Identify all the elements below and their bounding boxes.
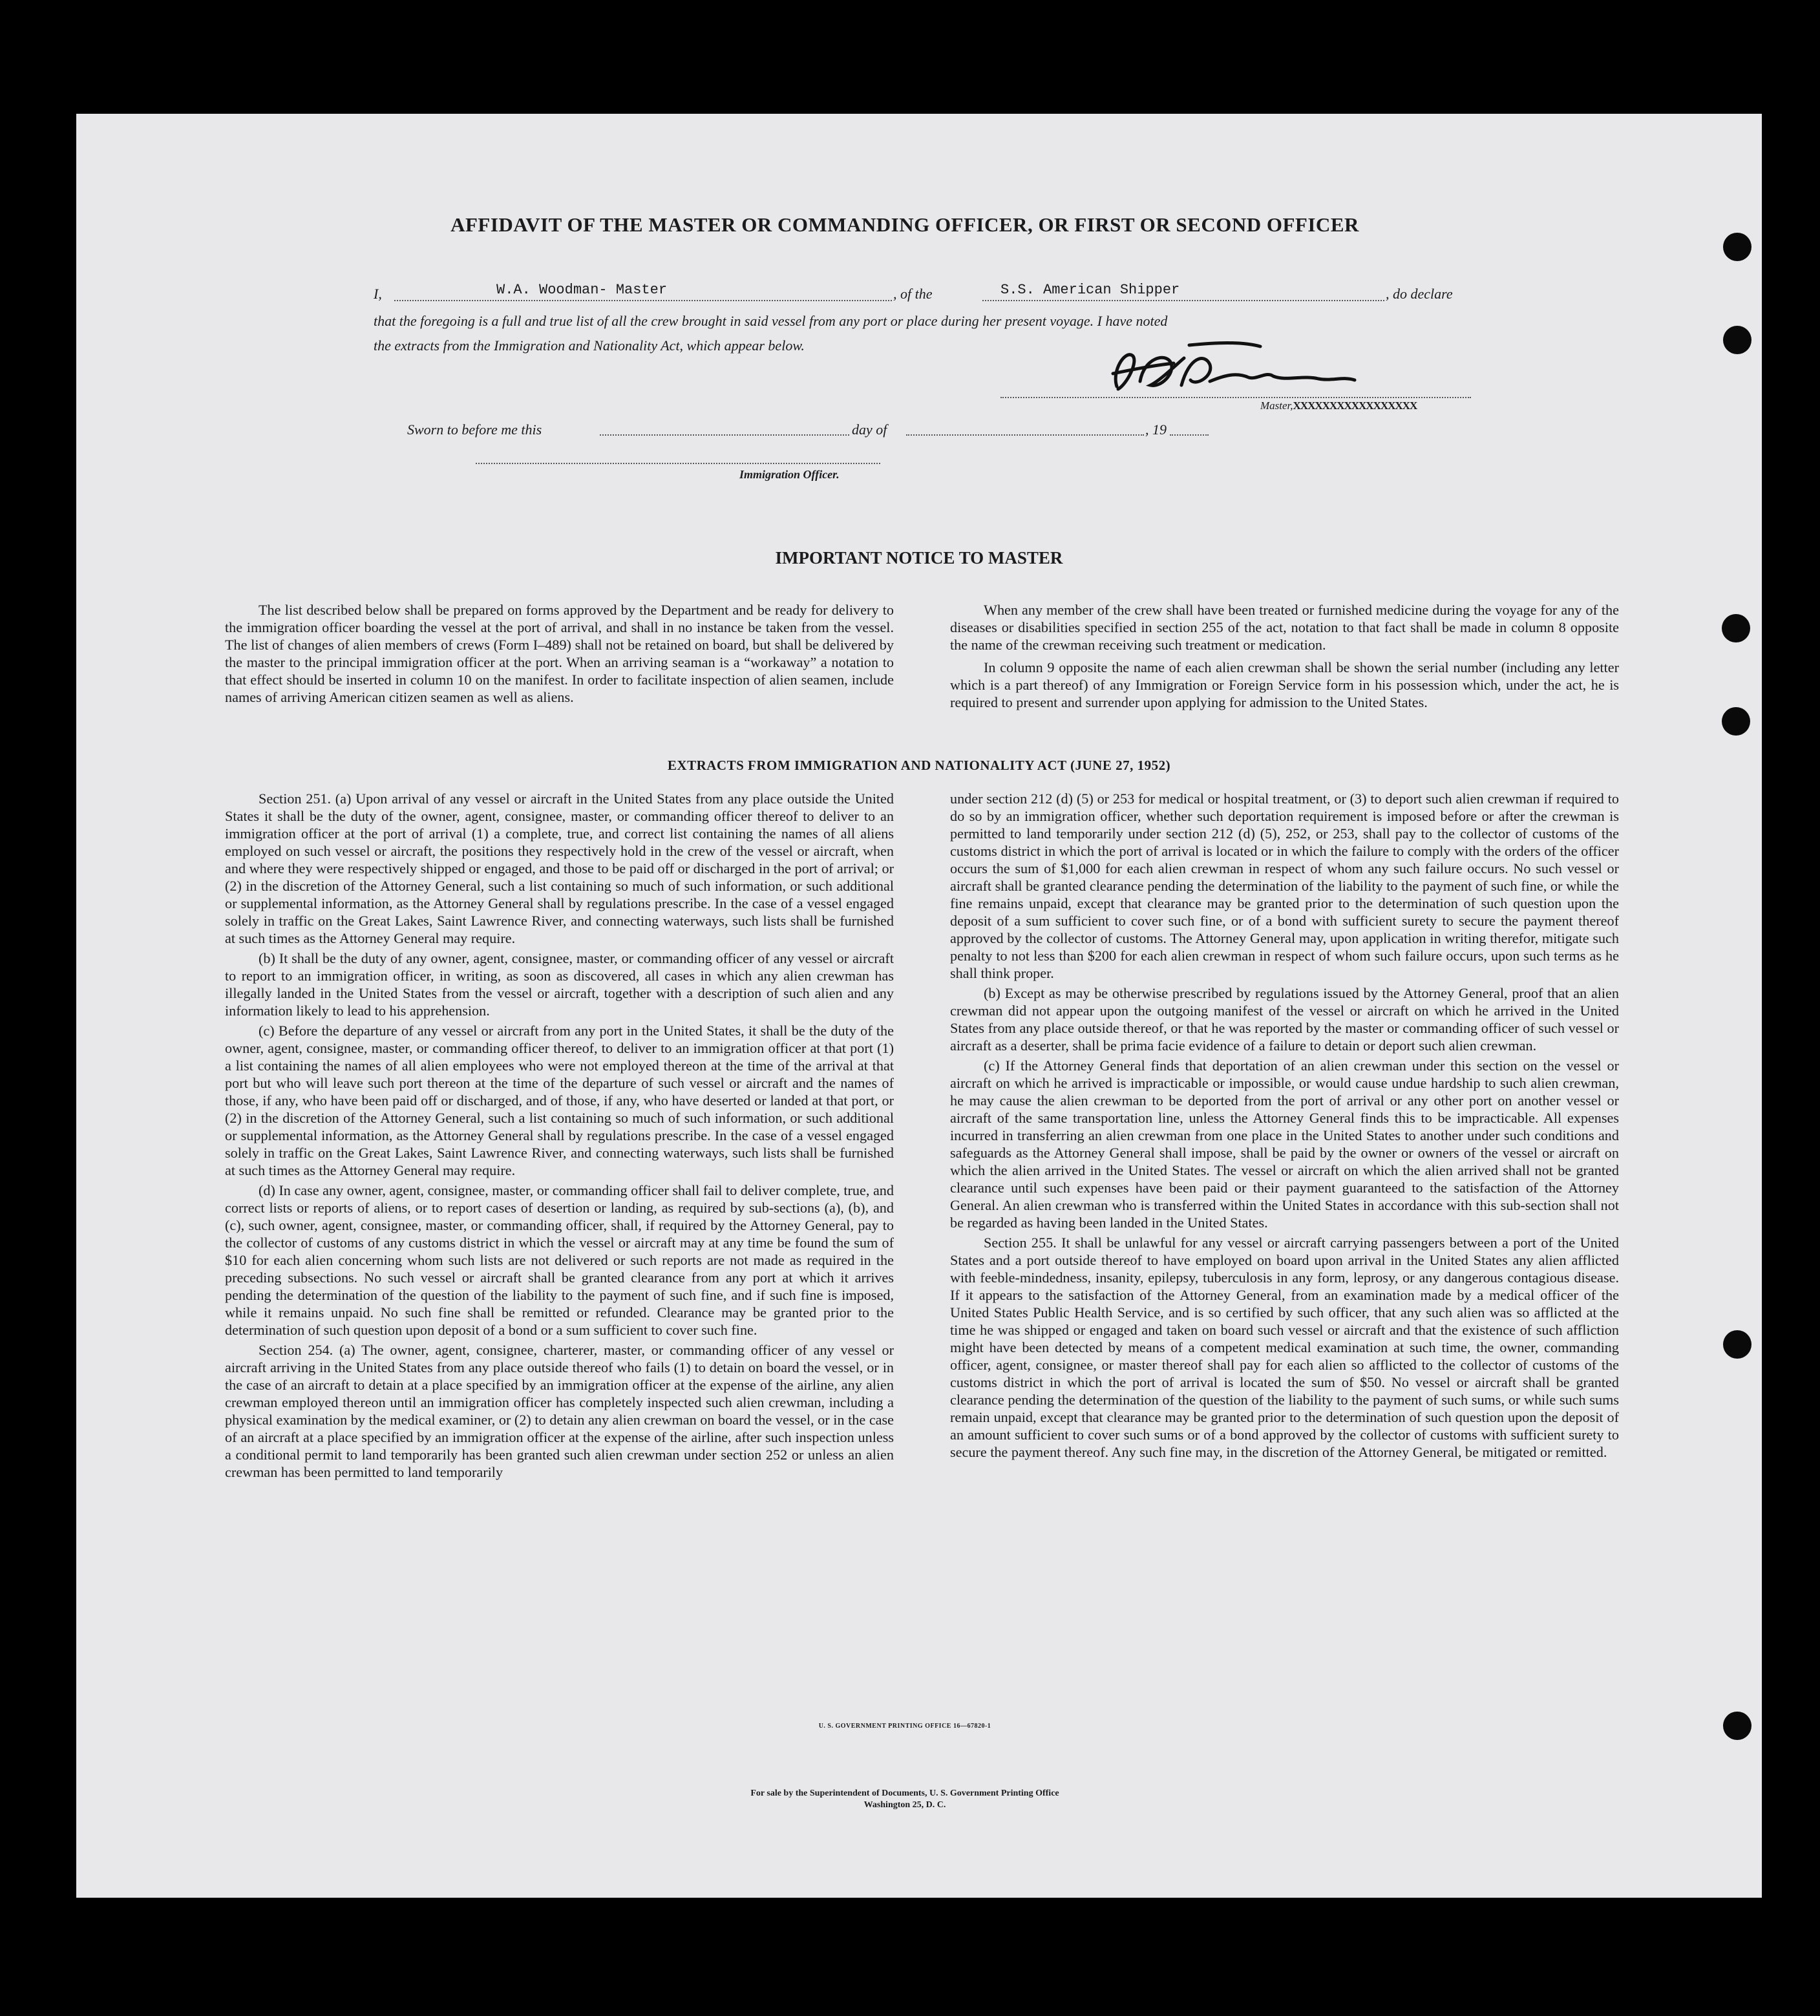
do-declare-label: , do declare bbox=[1386, 286, 1453, 302]
sale-notice-line-1: For sale by the Superintendent of Documents, U. S. Government Printing Office bbox=[750, 1788, 1059, 1798]
section-paragraph: (b) It shall be the duty of any owner, agent, consignee, master, or commanding officer of any vessel or aircraft to report to an immigration officer, in writing, as soon as discovered, all cases in which any alien crewman has illegally landed in the United States from the vessel or aircraft, together with a description of such alien and any information likely to lead to his apprehension. bbox=[225, 950, 894, 1019]
notice-paragraph: In column 9 opposite the name of each alien crewman shall be shown the serial number (including any letter which is a part thereof) of any Immigration or Foreign Service form in his possession which, under the act, he is required to present and surrender upon applying for admission to the United States. bbox=[950, 659, 1619, 710]
signature-caption bbox=[1260, 399, 1417, 412]
extracts-title: EXTRACTS FROM IMMIGRATION AND NATIONALITY ACT (JUNE 27, 1952) bbox=[667, 758, 1171, 773]
punch-hole bbox=[1723, 233, 1751, 261]
printing-office-line: U. S. GOVERNMENT PRINTING OFFICE 16—67820-1 bbox=[818, 1723, 991, 1730]
officer-signature-line bbox=[476, 449, 880, 464]
notice-paragraph: The list described below shall be prepared on forms approved by the Department and be ready for delivery to the immigration officer boarding the vessel at the port of arrival, and shall in no instance be taken from the vessel. The list of changes of alien members of crews (Form I–489) shall not be retained on board, but shall be delivered by the master to the principal immigration officer at the port. When an arriving seaman is a “workaway” a notation to that effect should be inserted in column 10 on the manifest. In order to facilitate inspection of alien seamen, include names of arriving American citizen seamen as well as aliens. bbox=[225, 602, 894, 705]
notice-title: IMPORTANT NOTICE TO MASTER bbox=[775, 548, 1063, 568]
punch-hole bbox=[1722, 614, 1750, 642]
section-paragraph: (c) Before the departure of any vessel or aircraft from any port in the United States, it shall be the duty of the owner, agent, consignee, master, or commanding officer thereof, to deliver to an immigration officer at that port (1) a list containing the names of all alien employees who were not employed thereon at the time of the arrival at that port but who will leave such port thereon at the time of the departure of such vessel or aircraft and the names of those, if any, who have been paid off or discharged, and of those, if any, who have deserted or landed at that port, or (2) in the discretion of the Attorney General, such a list containing so much of such information, or such additional or supplemental information, as the Attorney General shall by regulations prescribe. In the case of a vessel engaged solely in traffic on the Great Lakes, Saint Lawrence River, and connecting waterways, such lists shall be furnished at such times as the Attorney General may require. bbox=[225, 1023, 894, 1178]
punch-hole bbox=[1723, 1330, 1751, 1359]
declaration-line-1: that the foregoing is a full and true list of all the crew brought in said vessel from any port or place during her present voyage. I have noted bbox=[374, 313, 1168, 329]
notice-paragraph: When any member of the crew shall have been treated or furnished medicine during the voyage for any of the diseases or disabilities specified in section 255 of the act, notation to that fact shall be made in column 8 opposite the name of the crewman receiving such treatment or medication. bbox=[950, 602, 1619, 653]
immigration-officer-label: Immigration Officer. bbox=[739, 468, 840, 481]
year-line bbox=[1170, 418, 1209, 436]
sworn-date-line bbox=[600, 418, 849, 436]
affidavit-title: AFFIDAVIT OF THE MASTER OR COMMANDING OFFICER, OR FIRST OR SECOND OFFICER bbox=[450, 213, 1359, 236]
master-name-field: W.A. Woodman- Master bbox=[496, 282, 668, 298]
section-paragraph: Section 254. (a) The owner, agent, consignee, charterer, master, or commanding officer of any vessel or aircraft arriving in the United States from any place outside thereof who fails (1) to detain on board the vessel, or in the case of an aircraft to detain at a place specified by an immigration officer at the expense of the airline, any alien crewman employed thereon until an immigration officer has completely inspected such alien crewman, including a physical examination by the medical examiner, or (2) to detain any alien crewman on board the vessel, or in the case of an aircraft at a place specified by an immigration officer at the expense of the airline, after such inspection unless a conditional permit to land temporarily has been granted such alien crewman under section 252 or unless an alien crewman has been permitted to land temporarily bbox=[225, 1342, 894, 1480]
sworn-label: Sworn to before me this bbox=[407, 421, 542, 438]
notice-left-column bbox=[225, 601, 894, 708]
day-of-label: day of bbox=[852, 421, 887, 438]
year-label: , 19 bbox=[1145, 421, 1167, 438]
extracts-left-column bbox=[225, 790, 894, 1483]
section-paragraph: (b) Except as may be otherwise prescribed by regulations issued by the Attorney General, proof that an alien crewman did not appear upon the outgoing manifest of the vessel or aircraft on which he arrived in the United States from any place outside thereof, or that he was reported by the master or commanding officer of such vessel or aircraft as a deserter, shall be prima facie evidence of a failure to detain or deport such alien crewman. bbox=[950, 985, 1619, 1054]
notice-right-column bbox=[950, 601, 1619, 714]
signature-line bbox=[1000, 380, 1471, 398]
section-paragraph: Section 251. (a) Upon arrival of any vessel or aircraft in the United States from any place outside the United States it shall be the duty of the owner, agent, consignee, master, or commanding officer thereof to deliver to an immigration officer at the port of arrival (1) a complete, true, and correct list containing the names of all aliens employed on such vessel or aircraft, the positions they respectively hold in the crew of the vessel or aircraft, when and where they were respectively shipped or engaged, and those to be paid off or discharged in the port of arrival; or (2) in the discretion of the Attorney General, such a list containing so much of such information, or such additional or supplemental information, as the Attorney General shall by regulations prescribe. In the case of a vessel engaged solely in traffic on the Great Lakes, Saint Lawrence River, and connecting waterways, such lists shall be furnished at such times as the Attorney General may require. bbox=[225, 790, 894, 946]
section-paragraph: Section 255. It shall be unlawful for any vessel or aircraft carrying passengers between a port of the United States and a port outside thereof to have employed on board upon arrival in the United States any alien afflicted with feeble-mindedness, insanity, epilepsy, tuberculosis in any form, leprosy, or any dangerous contagious disease. If it appears to the satisfaction of the Attorney General, from an examination made by a medical officer of the United States Public Health Service, and is so certified by such officer, that any such alien was so afflicted at the time he was shipped or engaged and taken on board such vessel or aircraft and that the existence of such affliction might have been detected by means of a competent medical examination at such time, the owner, commanding officer, agent, consignee, or master thereof shall pay for each alien so afflicted to the collector of customs of the customs district in which the port of arrival is located the sum of $50. No vessel or aircraft shall be granted clearance pending the determination of the question of the liability to the payment of such sums, or while such sums remain unpaid, except that clearance may be granted prior to the determination of such question upon the deposit of an amount sufficient to cover such sums or of a bond approved by the collector of customs with sufficient surety to secure the payment thereof. Any such fine may, in the discretion of the Attorney General, be mitigated or remitted. bbox=[950, 1235, 1619, 1460]
punch-hole bbox=[1723, 326, 1751, 354]
struck-officer-title: XXXXXXXXXXXXXXXXX bbox=[1293, 399, 1417, 412]
month-line bbox=[906, 418, 1144, 436]
declaration-line-2: the extracts from the Immigration and Nationality Act, which appear below. bbox=[374, 337, 805, 354]
section-paragraph: (c) If the Attorney General finds that deportation of an alien crewman under this section on the vessel or aircraft on which he arrived is impracticable or impossible, or would cause undue hardship to such alien crewman, he may cause the alien crewman to be deported from the port of arrival or any other port on another vessel or aircraft of the same transportation line, unless the Attorney General finds this to be impracticable. All expenses incurred in transferring an alien crewman from one place in the United States to another under such conditions and safeguards as the Attorney General shall impose, shall be paid by the owner or owners of the vessel or aircraft on which the alien arrived in the United States. The vessel or aircraft on which the alien arrived shall not be granted clearance until such expenses have been paid or their payment guaranteed to the satisfaction of the Attorney General. An alien crewman who is transferred within the United States in accordance with this sub-section shall not be regarded as having been landed in the United States. bbox=[950, 1057, 1619, 1231]
master-caption: Master, bbox=[1260, 399, 1293, 412]
punch-hole bbox=[1722, 707, 1750, 736]
declaration-prefix: I, bbox=[374, 286, 382, 302]
of-the-label: , of the bbox=[893, 286, 933, 302]
vessel-name-field: S.S. American Shipper bbox=[1000, 282, 1180, 298]
sale-notice-line-2: Washington 25, D. C. bbox=[863, 1800, 946, 1810]
extracts-right-column bbox=[950, 790, 1619, 1463]
section-paragraph: under section 212 (d) (5) or 253 for medical or hospital treatment, or (3) to deport such alien crewman if required to do so by an immigration officer, whether such deportation requirement is imposed before or after the crewman is permitted to land temporarily under section 212 (d) (5), 252, or 253, shall pay to the collector of customs of the customs district in which the port of arrival is located or in which the failure to comply with the orders of the officer occurs the sum of $1,000 for each alien crewman in respect of whom any such failure occurs. No such vessel or aircraft shall be granted clearance pending the determination of the liability to the payment of such fine, or while the fine remains unpaid, except that clearance may be granted prior to the determination of such question upon the deposit of a sum sufficient to cover such fine, or of a bond with sufficient surety to secure the payment thereof approved by the collector of customs. The Attorney General may, upon application in writing therefor, mitigate such penalty to not less than $200 for each alien crewman in respect of whom such failure occurs, upon such terms as he shall think proper. bbox=[950, 790, 1619, 981]
section-paragraph: (d) In case any owner, agent, consignee, master, or commanding officer shall fail to deliver complete, true, and correct lists or reports of aliens, or to report cases of desertion or landing, as required by sub-sections (a), (b), and (c), such owner, agent, consignee, master, or commanding officer, shall, if required by the Attorney General, pay to the collector of customs of any customs district in which the vessel or aircraft may at any time be found the sum of $10 for each alien concerning whom such lists are not delivered or such reports are not made as required in the preceding subsections. No such vessel or aircraft shall be granted clearance from any port at which it arrives pending the determination of the question of the liability to the payment of such fine, and if such fine is imposed, while it remains unpaid. No such fine shall be remitted or refunded. Clearance may be granted prior to the determination of such question upon deposit of a bond or a sum sufficient to cover such fine. bbox=[225, 1182, 894, 1338]
punch-hole bbox=[1723, 1712, 1751, 1740]
